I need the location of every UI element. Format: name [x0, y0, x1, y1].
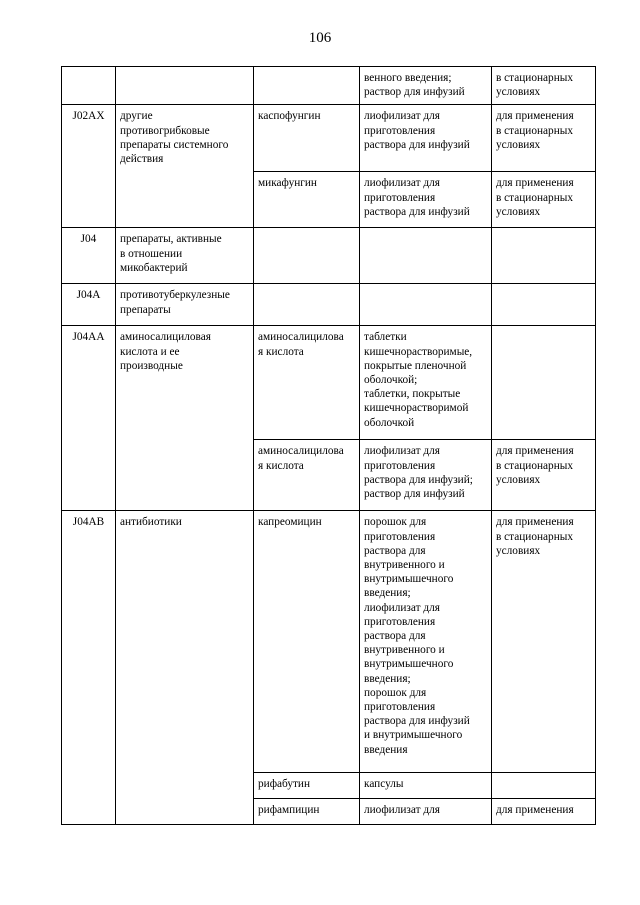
form-cell: венного введения; раствор для инфузий: [360, 67, 492, 105]
table-row: [62, 105, 596, 172]
group-cell: препараты, активные в отношении микобактерий: [116, 228, 254, 284]
table-row: [62, 228, 596, 284]
drug-cell: каспофунгин: [254, 105, 360, 172]
note-cell: для применения: [492, 799, 596, 825]
drug-cell: рифабутин: [254, 773, 360, 799]
form-cell: лиофилизат для приготовления раствора для инфузий; раствор для инфузий: [360, 440, 492, 511]
atc-code-cell: J04AB: [62, 511, 116, 825]
form-cell: таблетки кишечнорастворимые, покрытые пленочной оболочкой; таблетки, покрытые кишечнорастворимой оболочкой: [360, 326, 492, 440]
drug-cell: микафунгин: [254, 172, 360, 228]
note-cell: для применения в стационарных условиях: [492, 440, 596, 511]
drug-cell: рифампицин: [254, 799, 360, 825]
note-cell: [492, 228, 596, 284]
atc-code-cell: J04: [62, 228, 116, 284]
note-cell: для применения в стационарных условиях: [492, 105, 596, 172]
note-cell: [492, 326, 596, 440]
group-cell: другие противогрибковые препараты системного действия: [116, 105, 254, 228]
drug-cell: [254, 67, 360, 105]
atc-code-cell: J04A: [62, 284, 116, 326]
drug-cell: аминосалицилова я кислота: [254, 440, 360, 511]
drug-cell: капреомицин: [254, 511, 360, 773]
drug-cell: аминосалицилова я кислота: [254, 326, 360, 440]
form-cell: [360, 228, 492, 284]
atc-code-cell: J02AX: [62, 105, 116, 228]
form-cell: лиофилизат для приготовления раствора для инфузий: [360, 172, 492, 228]
note-cell: для применения в стационарных условиях: [492, 172, 596, 228]
table-row: [62, 511, 596, 773]
group-cell: противотуберкулезные препараты: [116, 284, 254, 326]
table-row: [62, 326, 596, 440]
note-cell: в стационарных условиях: [492, 67, 596, 105]
note-cell: для применения в стационарных условиях: [492, 511, 596, 773]
form-cell: [360, 284, 492, 326]
form-cell: лиофилизат для приготовления раствора для инфузий: [360, 105, 492, 172]
drug-cell: [254, 228, 360, 284]
note-cell: [492, 284, 596, 326]
form-cell: капсулы: [360, 773, 492, 799]
drug-cell: [254, 284, 360, 326]
group-cell: антибиотики: [116, 511, 254, 825]
table-row: [62, 67, 596, 105]
atc-code-cell: J04AA: [62, 326, 116, 511]
drug-table: [61, 66, 596, 825]
page-number: 106: [308, 30, 332, 46]
form-cell: порошок для приготовления раствора для внутривенного и внутримышечного введения; лиофилизат для приготовления раствора для внутривенного и внутримышечного введения; порошок для приготовления раствора для инфузий и внутримышечного введения: [360, 511, 492, 773]
group-cell: [116, 67, 254, 105]
note-cell: [492, 773, 596, 799]
table-row: [62, 284, 596, 326]
form-cell: лиофилизат для: [360, 799, 492, 825]
group-cell: аминосалициловая кислота и ее производные: [116, 326, 254, 511]
atc-code-cell: [62, 67, 116, 105]
